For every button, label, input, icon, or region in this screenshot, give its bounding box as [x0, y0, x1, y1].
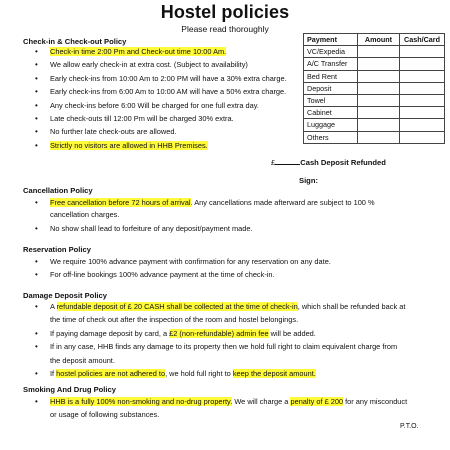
cashcard-cell [400, 94, 445, 106]
list-item-continued [23, 354, 405, 367]
payment-type-cell: Deposit [304, 82, 358, 94]
amount-col-header: Amount [358, 34, 400, 46]
cashcard-cell [400, 46, 445, 58]
damage-item-4-highlight-2: keep the deposit amount. [232, 369, 316, 379]
checkin-item [23, 58, 287, 71]
list-item [23, 340, 405, 353]
list-item-continued [23, 408, 407, 421]
checkin-item [23, 139, 287, 152]
cashcard-col-header: Cash/Card [400, 34, 445, 46]
amount-cell [358, 94, 400, 106]
amount-cell [358, 82, 400, 94]
checkin-item-text: Strictly no visitors are allowed in HHB Premises. [50, 140, 208, 150]
table-row [304, 82, 445, 94]
checkin-item [23, 72, 287, 85]
list-item [23, 367, 405, 380]
table-row [304, 131, 445, 143]
smoking-item-1-highlight-1: HHB is a fully 100% non-smoking and no-drug property. [50, 397, 233, 406]
reservation-item-1: We require 100% advance payment with confirmation for any reservation on any date. [50, 257, 331, 266]
list-item [23, 268, 331, 281]
payment-table-header [304, 34, 445, 46]
list-item [23, 196, 375, 209]
cashcard-cell [400, 58, 445, 70]
amount-cell [358, 58, 400, 70]
cashcard-cell [400, 119, 445, 131]
damage-heading: Damage Deposit Policy [23, 291, 107, 300]
list-item [23, 222, 375, 235]
checkin-item-text: No further late check-outs are allowed. [50, 127, 177, 137]
payment-type-cell: Cabinet [304, 107, 358, 119]
smoking-item-1-mid: We will charge a [232, 397, 291, 406]
payment-type-cell: A/C Transfer [304, 58, 358, 70]
checkin-item-text: Check-in time 2:00 Pm and Check-out time 10:00 Am. [50, 47, 227, 56]
deposit-label: Cash Deposit Refunded [300, 158, 386, 167]
cancellation-item-1-text: . Any cancellations made afterward are subject to 100 % [190, 198, 375, 207]
checkin-item-text: Early check-ins from 10:00 Am to 2:00 PM will have a 30% extra charge. [50, 73, 287, 83]
checkin-list [23, 45, 287, 152]
deposit-currency: £ [271, 158, 276, 167]
amount-cell [358, 107, 400, 119]
checkin-item-text: Late check-outs till 12:00 Pm will be charged 30% extra. [50, 114, 234, 124]
list-item [23, 395, 407, 408]
damage-item-4-highlight-1: hostel policies are not adhered to [56, 369, 166, 379]
damage-item-4-mid: , we hold full right to [165, 369, 233, 379]
cancellation-heading: Cancellation Policy [23, 186, 93, 195]
table-row [304, 70, 445, 82]
payment-table [303, 33, 445, 144]
list-item-continued [23, 208, 375, 221]
damage-item-2-post: will be added. [268, 328, 316, 338]
amount-cell [358, 46, 400, 58]
page-title: Hostel policies [160, 2, 290, 22]
checkin-item [23, 99, 287, 112]
cashcard-cell [400, 131, 445, 143]
payment-col-header: Payment [304, 34, 358, 46]
damage-item-1-pre: A [50, 302, 57, 311]
damage-item-2-highlight: £2 (non-refundable) admin fee [169, 328, 269, 338]
table-row [304, 58, 445, 70]
cashcard-cell [400, 70, 445, 82]
amount-cell [358, 131, 400, 143]
damage-item-4-pre: If [50, 369, 57, 379]
reservation-item-2: For off-line bookings 100% advance payment at the time of check-in. [50, 270, 275, 280]
page-subtitle: Please read thoroughly [181, 24, 269, 34]
amount-cell [358, 70, 400, 82]
smoking-list [23, 395, 407, 422]
cancellation-item-2: No show shall lead to forfeiture of any deposit/payment made. [50, 223, 253, 233]
payment-type-cell: Others [304, 131, 358, 143]
checkin-heading: Check-in & Check-out Policy [23, 37, 127, 46]
table-row [304, 94, 445, 106]
deposit-blank [275, 158, 300, 165]
list-item [23, 327, 405, 340]
smoking-item-1-post: for any misconduct [343, 397, 408, 406]
smoking-heading: Smoking And Drug Policy [23, 385, 116, 394]
table-row [304, 119, 445, 131]
table-row [304, 46, 445, 58]
payment-type-cell: Luggage [304, 119, 358, 131]
checkin-item [23, 125, 287, 138]
checkin-item [23, 85, 287, 98]
cashcard-cell [400, 82, 445, 94]
cancellation-item-1-highlight: Free cancellation before 72 hours of arrival [50, 198, 191, 207]
damage-item-3-line1: If in any case, HHB finds any damage to its property then we hold full right to claim equivalent charge from [50, 342, 398, 352]
damage-item-1-post: , which shall be refunded back at [297, 302, 406, 311]
deposit-refund-line [271, 158, 386, 167]
damage-list [23, 300, 405, 380]
payment-type-cell: Bed Rent [304, 70, 358, 82]
checkin-item-text: Early check-ins from 6:00 Am to 10:00 AM will have a 50% extra charge. [50, 87, 287, 97]
smoking-item-1-line2: or usage of following substances. [50, 410, 160, 420]
amount-cell [358, 119, 400, 131]
damage-item-3-line2: the deposit amount. [50, 355, 115, 365]
checkin-item [23, 45, 287, 58]
list-item [23, 255, 331, 268]
pto-label: P.T.O. [400, 423, 419, 430]
cashcard-cell [400, 107, 445, 119]
payment-type-cell: Towel [304, 94, 358, 106]
checkin-item [23, 112, 287, 125]
sign-label: Sign: [299, 176, 318, 185]
damage-item-2-pre: If paying damage deposit by card, a [50, 328, 170, 338]
damage-item-1-line2: the time of check out after the inspection of the room and hostel belongings. [50, 315, 299, 325]
checkin-item-text: We allow early check-in at extra cost. (Subject to availability) [50, 60, 248, 70]
checkin-item-text: Any check-ins before 6:00 Will be charged for one full extra day. [50, 100, 259, 110]
list-item [23, 300, 405, 313]
cancellation-list [23, 196, 375, 235]
reservation-heading: Reservation Policy [23, 245, 91, 254]
payment-type-cell: VC/Expedia [304, 46, 358, 58]
table-row [304, 107, 445, 119]
cancellation-item-1-line2: cancellation charges. [50, 210, 120, 220]
list-item-continued [23, 313, 405, 326]
smoking-item-1-highlight-2: penalty of £ 200 [290, 397, 344, 406]
damage-item-1-highlight: refundable deposit of £ 20 CASH shall be collected at the time of check-in [56, 302, 298, 311]
reservation-list [23, 255, 331, 282]
